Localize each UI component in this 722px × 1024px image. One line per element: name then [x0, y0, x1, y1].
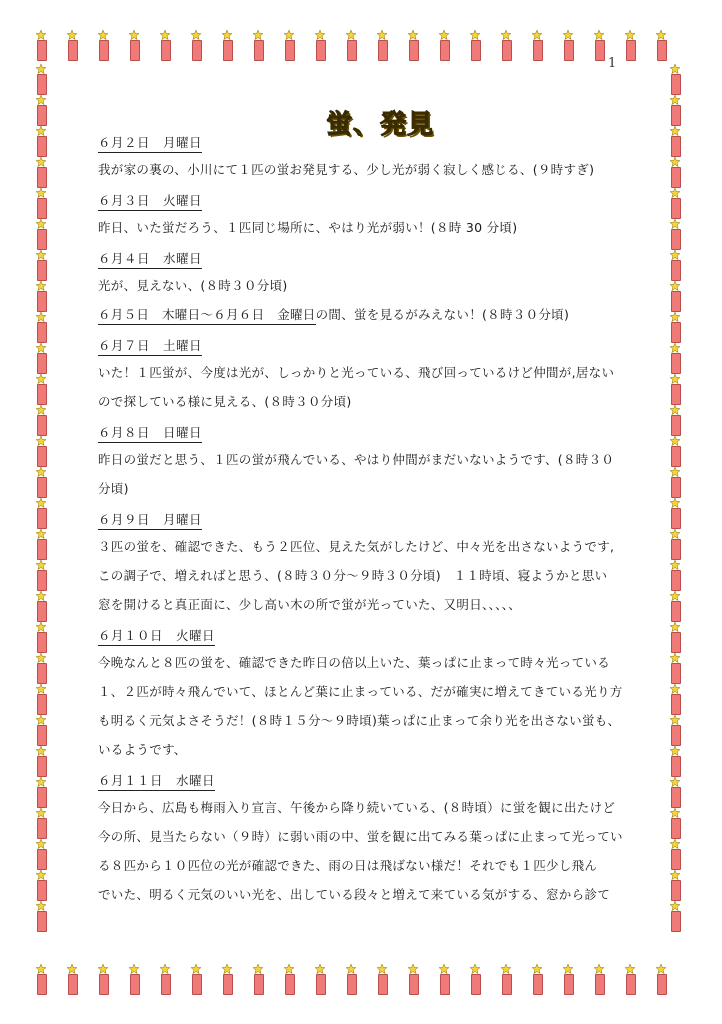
candle-icon: [668, 560, 682, 590]
candle-icon: [592, 964, 606, 994]
entry-date: [98, 422, 638, 443]
entry-text: １、２匹が時々飛んでいて、ほとんど葉に止まっている、だが確実に増えてきている光り方: [98, 684, 623, 699]
candle-icon: [668, 839, 682, 869]
candle-icon: [34, 30, 48, 60]
candle-icon: [668, 219, 682, 249]
candle-icon: [668, 498, 682, 528]
candle-icon: [34, 498, 48, 528]
candle-icon: [654, 30, 668, 60]
candle-icon: [65, 964, 79, 994]
entry-text: この調子で、増えればと思う、(８時３０分～９時３０分頃) １１時頃、寝ようかと思い: [98, 568, 608, 583]
candle-icon: [375, 964, 389, 994]
candle-icon: [313, 30, 327, 60]
candle-icon: [561, 964, 575, 994]
candle-icon: [34, 560, 48, 590]
entry-text: る８匹から１０匹位の光が確認できた、雨の日は飛ばない様だ！それでも１匹少し飛ん: [98, 858, 598, 873]
candle-icon: [34, 870, 48, 900]
candle-icon: [437, 30, 451, 60]
candle-icon: [34, 777, 48, 807]
candle-icon: [668, 126, 682, 156]
candle-icon: [406, 964, 420, 994]
candle-icon: [282, 964, 296, 994]
entry-date: [98, 132, 638, 153]
entry-date: [98, 625, 638, 646]
entry-date: [98, 248, 638, 269]
entry-text: 我が家の裏の、小川にて１匹の蛍お発見する、少し光が弱く寂しく感じる、(９時すぎ): [98, 162, 595, 177]
candle-icon: [668, 281, 682, 311]
candle-icon: [158, 964, 172, 994]
date-heading: ６月４日 水曜日: [98, 250, 202, 269]
date-heading: ６月３日 火曜日: [98, 192, 202, 211]
candle-icon: [623, 30, 637, 60]
candle-icon: [34, 374, 48, 404]
entry-text: の間、蛍を見るがみえない！(８時３０分頃): [315, 307, 570, 322]
candle-icon: [34, 343, 48, 373]
candle-icon: [34, 312, 48, 342]
candle-icon: [34, 126, 48, 156]
candle-icon: [668, 684, 682, 714]
candle-icon: [668, 777, 682, 807]
entry-text: 今晩なんと８匹の蛍を、確認できた昨日の倍以上いた、葉っぱに止まって時々光っている: [98, 655, 611, 670]
candle-icon: [668, 870, 682, 900]
candle-icon: [251, 964, 265, 994]
candle-icon: [34, 746, 48, 776]
page-title: 蛍、発見: [326, 110, 435, 140]
candle-icon: [127, 30, 141, 60]
candle-icon: [668, 374, 682, 404]
candle-icon: [668, 312, 682, 342]
entry-text: ３匹の蛍を、確認できた、もう２匹位、見えた気がしたけど、中々光を出さないようです,: [98, 539, 615, 554]
date-heading: ６月８日 日曜日: [98, 424, 202, 443]
candle-icon: [406, 30, 420, 60]
candle-icon: [34, 715, 48, 745]
candle-icon: [34, 64, 48, 94]
candle-icon: [34, 250, 48, 280]
candle-icon: [668, 343, 682, 373]
candle-icon: [561, 30, 575, 60]
candle-icon: [668, 591, 682, 621]
candle-icon: [220, 964, 234, 994]
entry-text: いた！１匹蛍が、今度は光が、しっかりと光っている、飛び回っているけど仲間が,居ない: [98, 365, 615, 380]
candle-icon: [668, 622, 682, 652]
candle-icon: [34, 808, 48, 838]
candle-icon: [313, 964, 327, 994]
candle-icon: [34, 436, 48, 466]
entry-date: [98, 335, 638, 356]
candle-icon: [468, 30, 482, 60]
candle-icon: [34, 188, 48, 218]
candle-icon: [668, 808, 682, 838]
candle-icon: [34, 622, 48, 652]
candle-icon: [668, 250, 682, 280]
candle-icon: [623, 964, 637, 994]
entry-range-line: [98, 300, 638, 329]
candle-icon: [592, 30, 606, 60]
candle-icon: [34, 219, 48, 249]
candle-icon: [668, 746, 682, 776]
candle-icon: [668, 95, 682, 125]
candle-icon: [189, 964, 203, 994]
candle-icon: [668, 467, 682, 497]
candle-icon: [34, 901, 48, 931]
candle-icon: [34, 467, 48, 497]
candle-icon: [499, 30, 513, 60]
entry-text: 昨日、いた蛍だろう、１匹同じ場所に、やはり光が弱い！(８時 30 分頃): [98, 220, 518, 235]
page-number: 1: [608, 56, 617, 71]
candle-icon: [668, 436, 682, 466]
candle-icon: [499, 964, 513, 994]
candle-icon: [189, 30, 203, 60]
candle-icon: [34, 684, 48, 714]
candle-icon: [34, 95, 48, 125]
entry-date: [98, 509, 638, 530]
entry-text: でいた、明るく元気のいい光を、出している段々と増えて来ている気がする、窓から診て: [98, 887, 611, 902]
entry-date: [98, 770, 638, 791]
entry-text: 今日から、広島も梅雨入り宣言、午後から降り続いている、(８時頃）に蛍を観に出たけど: [98, 800, 616, 815]
candle-icon: [530, 30, 544, 60]
candle-icon: [34, 839, 48, 869]
candle-icon: [96, 30, 110, 60]
date-heading: ６月１１日 水曜日: [98, 772, 215, 791]
candle-icon: [437, 964, 451, 994]
candle-icon: [668, 653, 682, 683]
diary-content: [98, 126, 638, 909]
candle-icon: [668, 188, 682, 218]
candle-icon: [668, 64, 682, 94]
candle-icon: [158, 30, 172, 60]
candle-icon: [220, 30, 234, 60]
candle-icon: [34, 281, 48, 311]
candle-icon: [34, 653, 48, 683]
candle-icon: [282, 30, 296, 60]
date-heading: ６月９日 月曜日: [98, 511, 202, 530]
date-heading: ６月１０日 火曜日: [98, 627, 215, 646]
candle-icon: [34, 591, 48, 621]
candle-icon: [344, 964, 358, 994]
candle-icon: [668, 405, 682, 435]
candle-icon: [127, 964, 141, 994]
entry-text: 今の所、見当たらない（９時）に弱い雨の中、蛍を観に出てみる葉っぱに止まって光ってい: [98, 829, 623, 844]
entry-text: ので探している様に見える、(８時３０分頃): [98, 394, 352, 409]
candle-icon: [96, 964, 110, 994]
candle-icon: [251, 30, 265, 60]
candle-icon: [468, 964, 482, 994]
candle-icon: [34, 529, 48, 559]
candle-icon: [344, 30, 358, 60]
date-heading: ６月２日 月曜日: [98, 134, 202, 153]
candle-icon: [668, 157, 682, 187]
entry-text: 昨日の蛍だと思う、１匹の蛍が飛んでいる、やはり仲間がまだいないようです、(８時３０: [98, 452, 615, 467]
candle-icon: [34, 157, 48, 187]
candle-icon: [375, 30, 389, 60]
entry-text: 分頃): [98, 481, 129, 496]
entry-text: 光が、見えない、(８時３０分頃): [98, 278, 288, 293]
candle-icon: [654, 964, 668, 994]
date-range-heading: ６月５日 木曜日～６月６日 金曜日: [98, 306, 316, 325]
candle-icon: [65, 30, 79, 60]
candle-icon: [668, 901, 682, 931]
entry-text: 窓を開けると真正面に、少し高い木の所で蛍が光っていた、又明日、、、、、: [98, 597, 522, 612]
candle-icon: [530, 964, 544, 994]
entry-text: いるようです、: [98, 742, 187, 757]
date-heading: ６月７日 土曜日: [98, 337, 202, 356]
entry-text: も明るく元気よさそうだ！(８時１５分～９時頃)葉っぱに止まって余り光を出さない蛍も、: [98, 713, 621, 728]
candle-icon: [34, 964, 48, 994]
candle-icon: [668, 529, 682, 559]
candle-icon: [34, 405, 48, 435]
entry-date: [98, 190, 638, 211]
candle-icon: [668, 715, 682, 745]
